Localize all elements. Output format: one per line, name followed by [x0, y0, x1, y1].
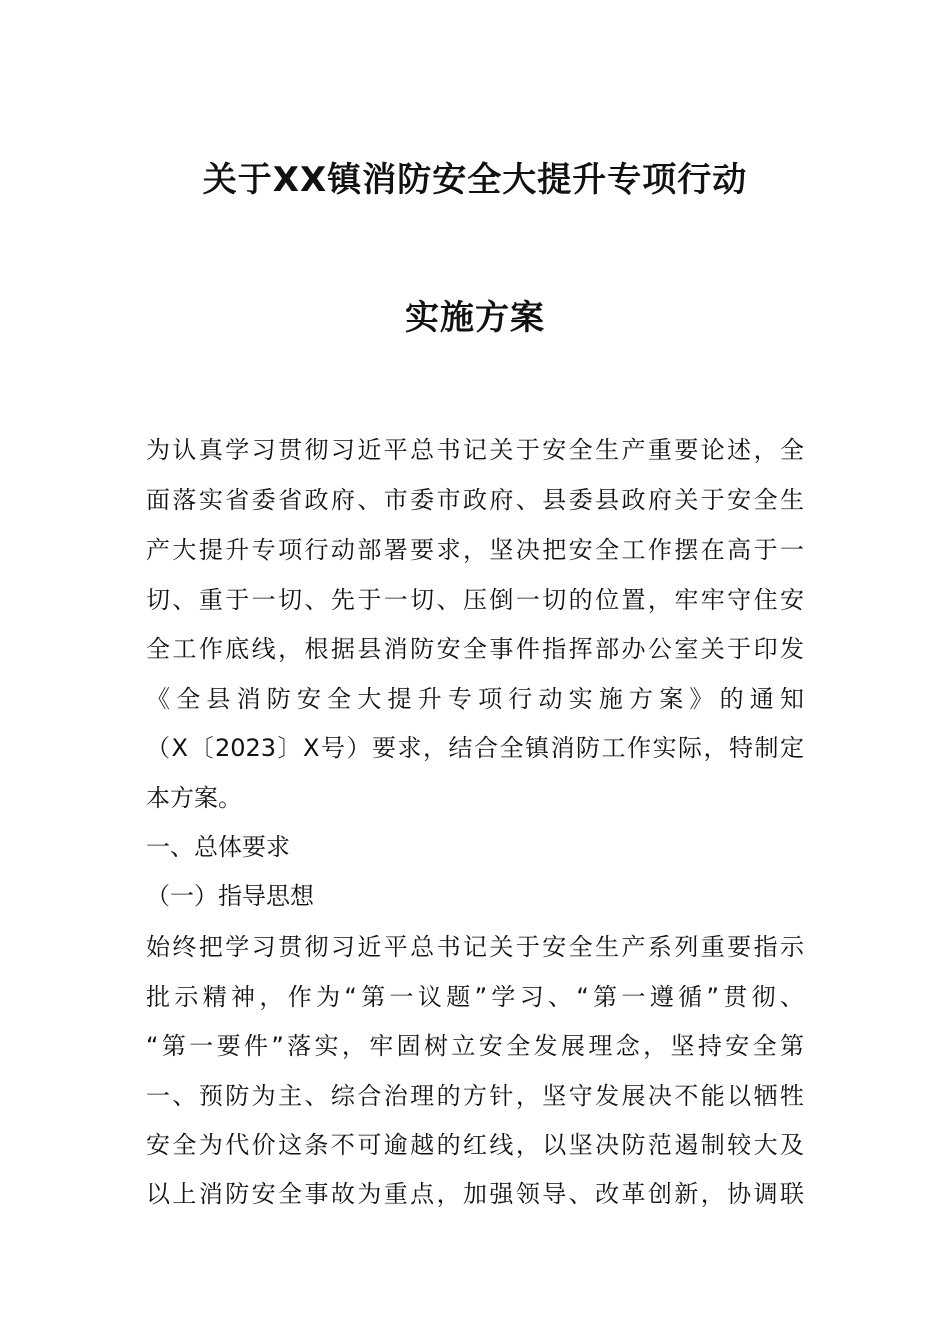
paragraph-1-line: 面落实省委省政府、市委市政府、县委县政府关于安全生	[146, 486, 804, 514]
paragraph-1-line: 为认真学习贯彻习近平总书记关于安全生产重要论述，全	[146, 436, 804, 464]
paragraph-2-line: 始终把学习贯彻习近平总书记关于安全生产系列重要指示	[146, 933, 804, 961]
paragraph-1-line: 全工作底线，根据县消防安全事件指挥部办公室关于印发	[146, 635, 804, 663]
paragraph-1-line: 产大提升专项行动部署要求，坚决把安全工作摆在高于一	[146, 536, 804, 564]
paragraph-1-line: 切、重于一切、先于一切、压倒一切的位置，牢牢守住安	[146, 586, 804, 614]
section-heading-1: 一、总体要求	[146, 833, 290, 861]
document-title-line-2: 实施方案	[405, 298, 545, 338]
paragraph-2-line: 批示精神，作为“第一议题”学习、“第一遵循”贯彻、	[146, 983, 804, 1011]
paragraph-1-line: 《全县消防安全大提升专项行动实施方案》的通知	[146, 685, 804, 713]
paragraph-2-line: 一、预防为主、综合治理的方针，坚守发展决不能以牺牲	[146, 1082, 804, 1110]
paragraph-2-line: 安全为代价这条不可逾越的红线，以坚决防范遏制较大及	[146, 1131, 804, 1159]
document-title-line-1: 关于XX镇消防安全大提升专项行动	[202, 160, 748, 200]
paragraph-2-line: 以上消防安全事故为重点，加强领导、改革创新，协调联	[146, 1180, 804, 1208]
section-heading-2: （一）指导思想	[146, 882, 314, 910]
paragraph-1-line: （X〔2023〕X号）要求，结合全镇消防工作实际，特制定	[146, 734, 804, 762]
paragraph-1-line: 本方案。	[146, 784, 242, 812]
paragraph-2-line: “第一要件”落实，牢固树立安全发展理念，坚持安全第	[146, 1032, 804, 1060]
